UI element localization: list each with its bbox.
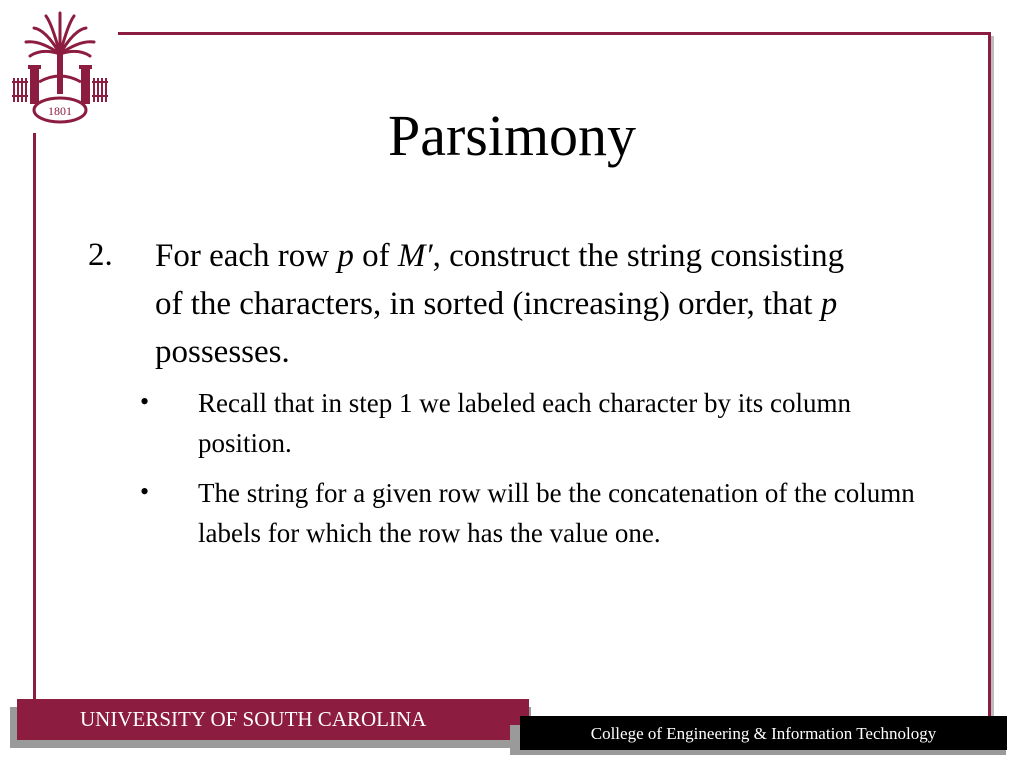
- item-number: 2.: [88, 237, 113, 273]
- slide-title: Parsimony: [387, 103, 637, 168]
- footer-university: UNIVERSITY OF SOUTH CAROLINA: [17, 699, 529, 740]
- bullet-text: Recall that in step 1 we labeled each character by its column position.: [198, 388, 851, 458]
- footer-college: College of Engineering & Information Technology: [520, 716, 1007, 750]
- variable-p: p: [337, 238, 354, 274]
- bullet-marker: •: [140, 477, 150, 506]
- frame-left-border: [33, 133, 36, 705]
- item-text-part: of: [353, 238, 398, 274]
- variable-m-prime: M′: [397, 238, 433, 274]
- item-text-part: For each row: [155, 238, 338, 274]
- item-text-part: , construct the string consisting of the characters, in sorted (increasing) order, that: [155, 238, 845, 322]
- item-text: [155, 232, 855, 376]
- frame-top-border: [118, 32, 991, 35]
- bullet-text: The string for a given row will be the concatenation of the column labels for which the row has the value one.: [198, 478, 915, 548]
- item-text-part: possesses.: [155, 334, 290, 370]
- seal-year: 1801: [48, 104, 72, 118]
- variable-p: p: [820, 286, 838, 322]
- bullet-marker: •: [140, 387, 150, 416]
